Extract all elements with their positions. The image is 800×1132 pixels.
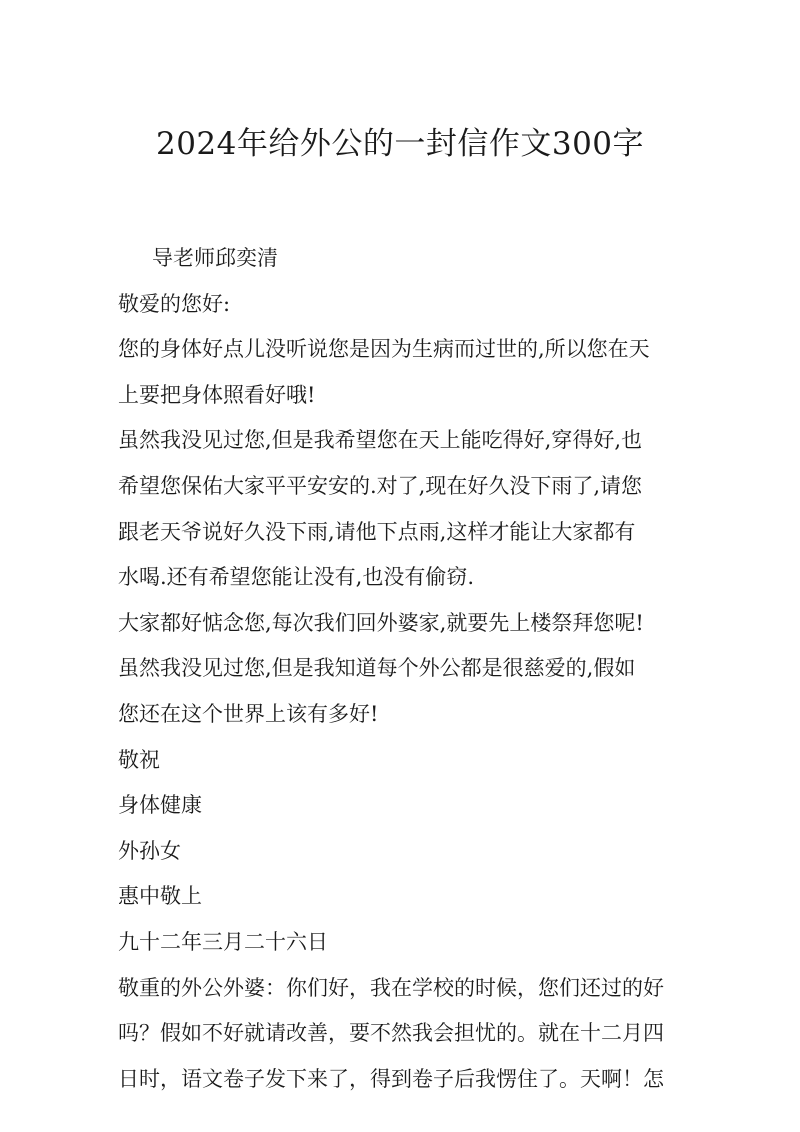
text-line: 日时，语文卷子发下来了，得到卷子后我愣住了。天啊！怎 — [118, 1066, 664, 1091]
text-line: 上要把身体照看好哦! — [118, 382, 316, 407]
text-line: 吗？假如不好就请改善，要不然我会担忧的。就在十二月四 — [118, 1021, 664, 1046]
text-line: 虽然我没见过您,但是我知道每个外公都是很慈爱的,假如 — [118, 656, 636, 681]
text-line: 惠中敬上 — [118, 884, 202, 909]
text-line: 外孙女 — [118, 838, 181, 863]
document-body — [118, 236, 698, 1102]
document-title: 2024年给外公的一封信作文300字 — [155, 126, 645, 162]
text-line: 跟老天爷说好久没下雨,请他下点雨,这样才能让大家都有 — [118, 519, 636, 544]
text-line: 您还在这个世界上该有多好! — [118, 701, 379, 726]
text-line: 水喝.还有希望您能让没有,也没有偷窃. — [118, 565, 475, 590]
text-line: 虽然我没见过您,但是我希望您在天上能吃得好,穿得好,也 — [118, 428, 643, 453]
text-line: 身体健康 — [118, 793, 202, 818]
text-line: 大家都好惦念您,每次我们回外婆家,就要先上楼祭拜您呢! — [118, 610, 644, 635]
text-line: 希望您保佑大家平平安安的.对了,现在好久没下雨了,请您 — [118, 473, 643, 498]
text-line: 敬祝 — [118, 747, 160, 772]
text-line: 敬爱的您好: — [118, 291, 231, 316]
text-line: 您的身体好点儿没听说您是因为生病而过世的,所以您在天 — [118, 337, 650, 362]
text-line: 九十二年三月二十六日 — [118, 929, 328, 954]
text-line: 敬重的外公外婆：你们好，我在学校的时候，您们还过的好 — [118, 975, 664, 1000]
text-line: 导老师邱奕清 — [152, 246, 278, 270]
